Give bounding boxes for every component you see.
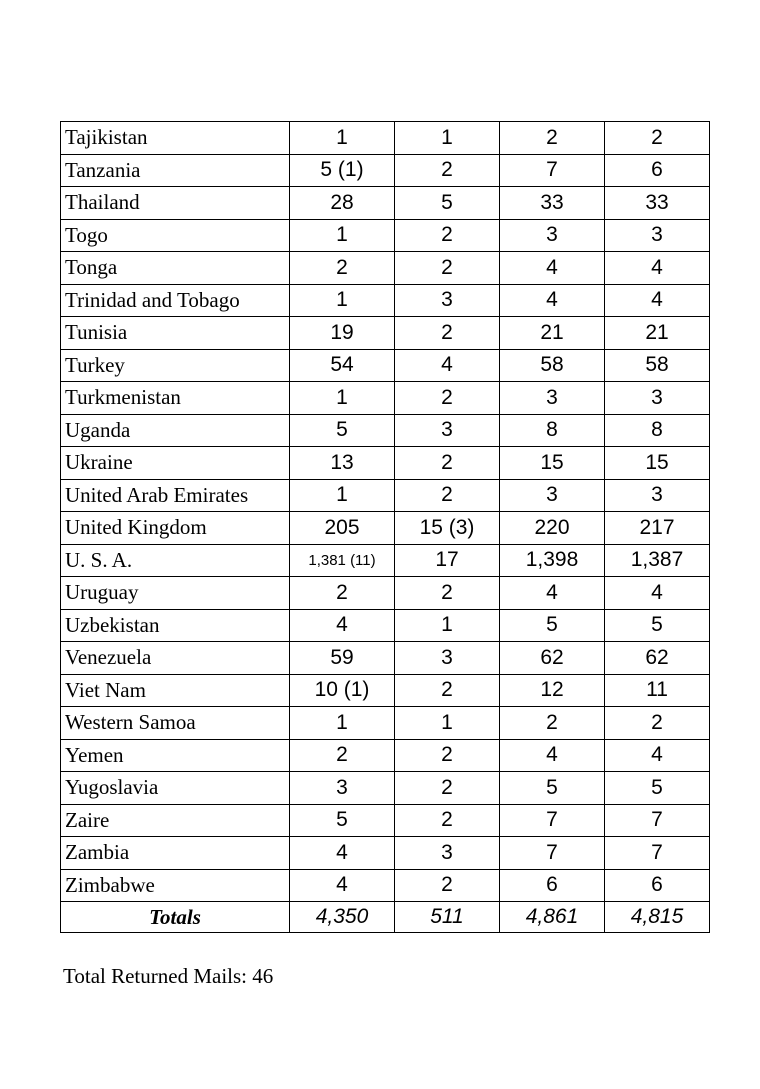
value-cell-col-2: 2 — [395, 772, 500, 805]
table-row — [61, 122, 710, 155]
country-cell: Turkey — [61, 349, 290, 382]
table-row — [61, 447, 710, 480]
value-cell-col-4: 2 — [605, 122, 710, 155]
value-cell-col-3: 7 — [500, 837, 605, 870]
country-cell: Ukraine — [61, 447, 290, 480]
value-cell-col-3: 15 — [500, 447, 605, 480]
total-value-col-4: 4,815 — [605, 902, 710, 933]
value-cell-col-2: 2 — [395, 154, 500, 187]
value-cell-col-4: 7 — [605, 837, 710, 870]
value-cell-col-2: 3 — [395, 414, 500, 447]
value-cell-col-1: 4 — [290, 837, 395, 870]
value-cell-col-1: 4 — [290, 609, 395, 642]
value-cell-col-2: 1 — [395, 707, 500, 740]
value-cell-col-3: 1,398 — [500, 544, 605, 577]
value-cell-col-3: 21 — [500, 317, 605, 350]
value-cell-col-3: 8 — [500, 414, 605, 447]
value-cell-col-3: 3 — [500, 479, 605, 512]
table-row — [61, 609, 710, 642]
value-cell-col-1: 205 — [290, 512, 395, 545]
total-returned-mails-note: Total Returned Mails: 46 — [63, 964, 274, 988]
value-cell-col-1: 54 — [290, 349, 395, 382]
table-row — [61, 252, 710, 285]
country-cell: Yemen — [61, 739, 290, 772]
value-cell-col-1: 3 — [290, 772, 395, 805]
value-cell-col-3: 7 — [500, 154, 605, 187]
value-cell-col-4: 4 — [605, 284, 710, 317]
table-row — [61, 577, 710, 610]
value-cell-col-1: 1,381 (11) — [290, 544, 395, 577]
value-cell-col-2: 1 — [395, 609, 500, 642]
value-cell-col-3: 2 — [500, 707, 605, 740]
table-row — [61, 317, 710, 350]
value-cell-col-1: 5 (1) — [290, 154, 395, 187]
country-cell: Western Samoa — [61, 707, 290, 740]
table-row — [61, 642, 710, 675]
value-cell-col-2: 2 — [395, 869, 500, 902]
value-cell-col-4: 2 — [605, 707, 710, 740]
country-cell: Viet Nam — [61, 674, 290, 707]
value-cell-col-1: 28 — [290, 187, 395, 220]
table-row — [61, 349, 710, 382]
value-cell-col-3: 5 — [500, 772, 605, 805]
value-cell-col-3: 33 — [500, 187, 605, 220]
country-cell: Tunisia — [61, 317, 290, 350]
value-cell-col-1: 19 — [290, 317, 395, 350]
value-cell-col-2: 2 — [395, 382, 500, 415]
value-cell-col-3: 62 — [500, 642, 605, 675]
country-cell: Venezuela — [61, 642, 290, 675]
table-row — [61, 382, 710, 415]
country-cell: Zambia — [61, 837, 290, 870]
value-cell-col-4: 6 — [605, 154, 710, 187]
value-cell-col-1: 1 — [290, 479, 395, 512]
table-row — [61, 479, 710, 512]
value-cell-col-1: 10 (1) — [290, 674, 395, 707]
value-cell-col-4: 1,387 — [605, 544, 710, 577]
country-cell: Turkmenistan — [61, 382, 290, 415]
value-cell-col-3: 3 — [500, 382, 605, 415]
value-cell-col-2: 17 — [395, 544, 500, 577]
value-cell-col-4: 217 — [605, 512, 710, 545]
value-cell-col-1: 5 — [290, 804, 395, 837]
value-cell-col-3: 3 — [500, 219, 605, 252]
country-cell: Tanzania — [61, 154, 290, 187]
table-row — [61, 219, 710, 252]
value-cell-col-2: 2 — [395, 739, 500, 772]
value-cell-col-1: 2 — [290, 577, 395, 610]
table-row — [61, 804, 710, 837]
country-cell: Uganda — [61, 414, 290, 447]
country-cell: Tonga — [61, 252, 290, 285]
value-cell-col-1: 59 — [290, 642, 395, 675]
value-cell-col-1: 1 — [290, 284, 395, 317]
value-cell-col-3: 4 — [500, 284, 605, 317]
value-cell-col-4: 4 — [605, 252, 710, 285]
value-cell-col-2: 4 — [395, 349, 500, 382]
value-cell-col-4: 7 — [605, 804, 710, 837]
value-cell-col-1: 1 — [290, 219, 395, 252]
value-cell-col-4: 58 — [605, 349, 710, 382]
table-row — [61, 284, 710, 317]
total-value-col-2: 511 — [395, 902, 500, 933]
value-cell-col-3: 58 — [500, 349, 605, 382]
country-cell: U. S. A. — [61, 544, 290, 577]
value-cell-col-3: 220 — [500, 512, 605, 545]
value-cell-col-1: 5 — [290, 414, 395, 447]
table-row — [61, 869, 710, 902]
value-cell-col-1: 2 — [290, 252, 395, 285]
table-row — [61, 154, 710, 187]
country-cell: Trinidad and Tobago — [61, 284, 290, 317]
country-cell: Zaire — [61, 804, 290, 837]
value-cell-col-4: 5 — [605, 609, 710, 642]
value-cell-col-2: 1 — [395, 122, 500, 155]
table-body — [61, 122, 710, 933]
country-cell: United Arab Emirates — [61, 479, 290, 512]
value-cell-col-2: 2 — [395, 317, 500, 350]
value-cell-col-2: 15 (3) — [395, 512, 500, 545]
value-cell-col-3: 6 — [500, 869, 605, 902]
value-cell-col-2: 2 — [395, 804, 500, 837]
value-cell-col-4: 62 — [605, 642, 710, 675]
value-cell-col-4: 3 — [605, 382, 710, 415]
table-row — [61, 772, 710, 805]
value-cell-col-3: 4 — [500, 577, 605, 610]
value-cell-col-1: 1 — [290, 382, 395, 415]
total-value-col-1: 4,350 — [290, 902, 395, 933]
value-cell-col-1: 2 — [290, 739, 395, 772]
value-cell-col-4: 8 — [605, 414, 710, 447]
table-row — [61, 837, 710, 870]
value-cell-col-2: 2 — [395, 577, 500, 610]
table-row — [61, 512, 710, 545]
country-cell: Togo — [61, 219, 290, 252]
country-cell: Uzbekistan — [61, 609, 290, 642]
total-value-col-3: 4,861 — [500, 902, 605, 933]
value-cell-col-4: 33 — [605, 187, 710, 220]
value-cell-col-2: 3 — [395, 284, 500, 317]
table-row — [61, 707, 710, 740]
country-cell: Zimbabwe — [61, 869, 290, 902]
value-cell-col-4: 21 — [605, 317, 710, 350]
value-cell-col-3: 5 — [500, 609, 605, 642]
value-cell-col-1: 1 — [290, 707, 395, 740]
value-cell-col-4: 3 — [605, 479, 710, 512]
table-row — [61, 187, 710, 220]
value-cell-col-1: 4 — [290, 869, 395, 902]
country-cell: United Kingdom — [61, 512, 290, 545]
value-cell-col-3: 4 — [500, 252, 605, 285]
table-row — [61, 414, 710, 447]
value-cell-col-4: 15 — [605, 447, 710, 480]
value-cell-col-4: 3 — [605, 219, 710, 252]
country-cell: Thailand — [61, 187, 290, 220]
totals-label: Totals — [61, 902, 290, 933]
value-cell-col-3: 7 — [500, 804, 605, 837]
value-cell-col-1: 13 — [290, 447, 395, 480]
value-cell-col-3: 4 — [500, 739, 605, 772]
value-cell-col-2: 3 — [395, 837, 500, 870]
country-cell: Tajikistan — [61, 122, 290, 155]
value-cell-col-2: 2 — [395, 219, 500, 252]
table-row — [61, 739, 710, 772]
value-cell-col-2: 2 — [395, 479, 500, 512]
country-cell: Yugoslavia — [61, 772, 290, 805]
table-row — [61, 544, 710, 577]
country-statistics-table — [60, 121, 710, 933]
value-cell-col-2: 2 — [395, 447, 500, 480]
value-cell-col-2: 2 — [395, 252, 500, 285]
value-cell-col-4: 6 — [605, 869, 710, 902]
value-cell-col-3: 2 — [500, 122, 605, 155]
value-cell-col-1: 1 — [290, 122, 395, 155]
value-cell-col-4: 5 — [605, 772, 710, 805]
value-cell-col-3: 12 — [500, 674, 605, 707]
value-cell-col-2: 3 — [395, 642, 500, 675]
value-cell-col-4: 4 — [605, 577, 710, 610]
country-cell: Uruguay — [61, 577, 290, 610]
totals-row — [61, 902, 710, 933]
value-cell-col-2: 5 — [395, 187, 500, 220]
value-cell-col-4: 4 — [605, 739, 710, 772]
table-row — [61, 674, 710, 707]
value-cell-col-4: 11 — [605, 674, 710, 707]
value-cell-col-2: 2 — [395, 674, 500, 707]
